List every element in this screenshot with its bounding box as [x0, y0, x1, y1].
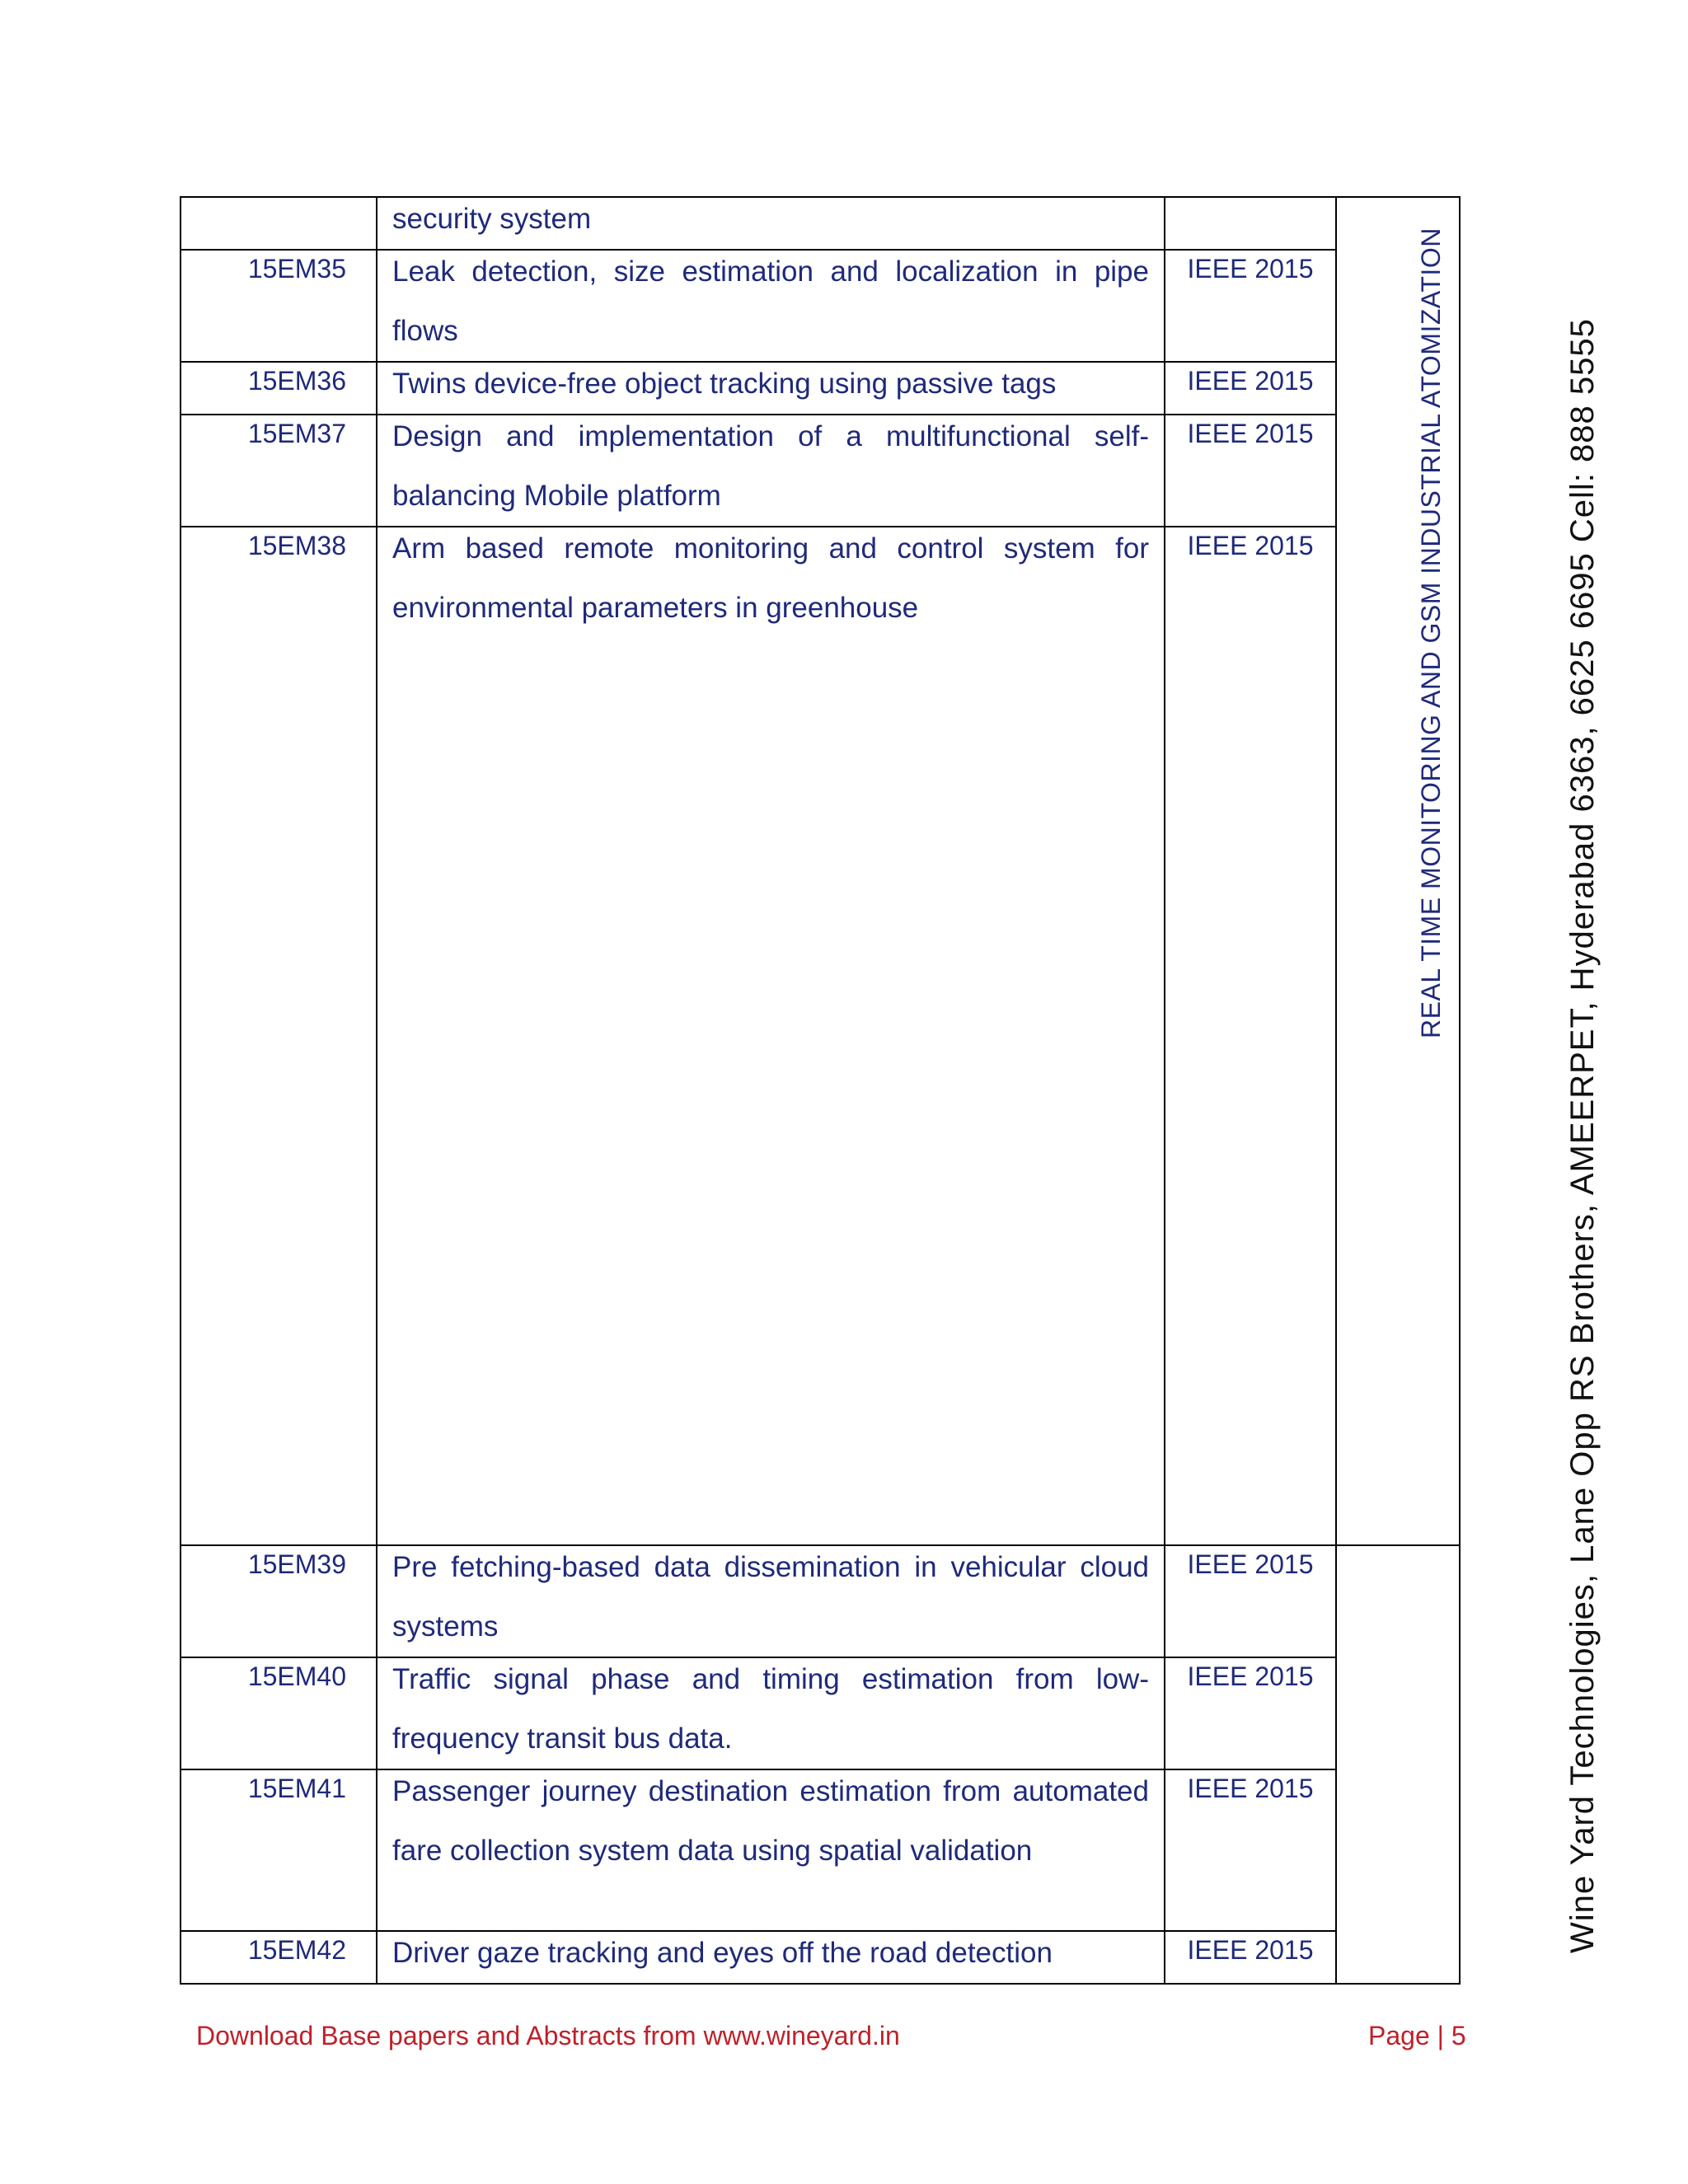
- project-title: Passenger journey destination estimation from automated fare collection system data using spatial validation: [377, 1769, 1165, 1931]
- project-year: IEEE 2015: [1165, 250, 1336, 362]
- project-title: Arm based remote monitoring and control system for environmental parameters in greenhouse: [377, 527, 1165, 1545]
- project-code: 15EM38: [181, 527, 377, 1545]
- page-number: Page | 5: [1368, 2021, 1466, 2050]
- project-title: Driver gaze tracking and eyes off the road detection: [377, 1931, 1165, 1984]
- project-code: [181, 197, 377, 250]
- project-code: 15EM35: [181, 250, 377, 362]
- table-row: [181, 415, 1460, 527]
- project-code: 15EM42: [181, 1931, 377, 1984]
- project-title: security system: [377, 197, 1165, 250]
- project-code: 15EM37: [181, 415, 377, 527]
- project-title: Leak detection, size estimation and localization in pipe flows: [377, 250, 1165, 362]
- company-contact-vertical: Wine Yard Technologies, Lane Opp RS Brothers, AMEERPET, Hyderabad 6363, 6625 6695 Cell: 888 5555: [1564, 318, 1601, 1953]
- project-code: 15EM41: [181, 1769, 377, 1931]
- project-code: 15EM36: [181, 362, 377, 415]
- project-year: IEEE 2015: [1165, 1931, 1336, 1984]
- project-year: IEEE 2015: [1165, 362, 1336, 415]
- project-year: IEEE 2015: [1165, 1769, 1336, 1931]
- projects-table: [180, 196, 1461, 1985]
- project-year: [1165, 197, 1336, 250]
- project-title: Twins device-free object tracking using passive tags: [377, 362, 1165, 415]
- project-title: Traffic signal phase and timing estimation from low-frequency transit bus data.: [377, 1657, 1165, 1769]
- project-year: IEEE 2015: [1165, 1657, 1336, 1769]
- project-code: 15EM40: [181, 1657, 377, 1769]
- table-row: [181, 1931, 1460, 1984]
- footer-download-link[interactable]: Download Base papers and Abstracts from www.wineyard.in: [196, 2021, 900, 2050]
- table-row: [181, 250, 1460, 362]
- project-year: IEEE 2015: [1165, 527, 1336, 1545]
- project-title: Pre fetching-based data dissemination in vehicular cloud systems: [377, 1545, 1165, 1657]
- domain-cell-empty: [1336, 1545, 1460, 1984]
- table-row: [181, 1657, 1460, 1769]
- project-title: Design and implementation of a multifunctional self-balancing Mobile platform: [377, 415, 1165, 527]
- domain-cell: [1336, 197, 1460, 1545]
- table-row: [181, 1545, 1460, 1657]
- domain-label: REAL TIME MONITORING AND GSM INDUSTRIAL ATOMIZATION: [1416, 227, 1446, 1038]
- table-row: [181, 1769, 1460, 1931]
- project-year: IEEE 2015: [1165, 415, 1336, 527]
- project-code: 15EM39: [181, 1545, 377, 1657]
- project-year: IEEE 2015: [1165, 1545, 1336, 1657]
- table-row: [181, 527, 1460, 1545]
